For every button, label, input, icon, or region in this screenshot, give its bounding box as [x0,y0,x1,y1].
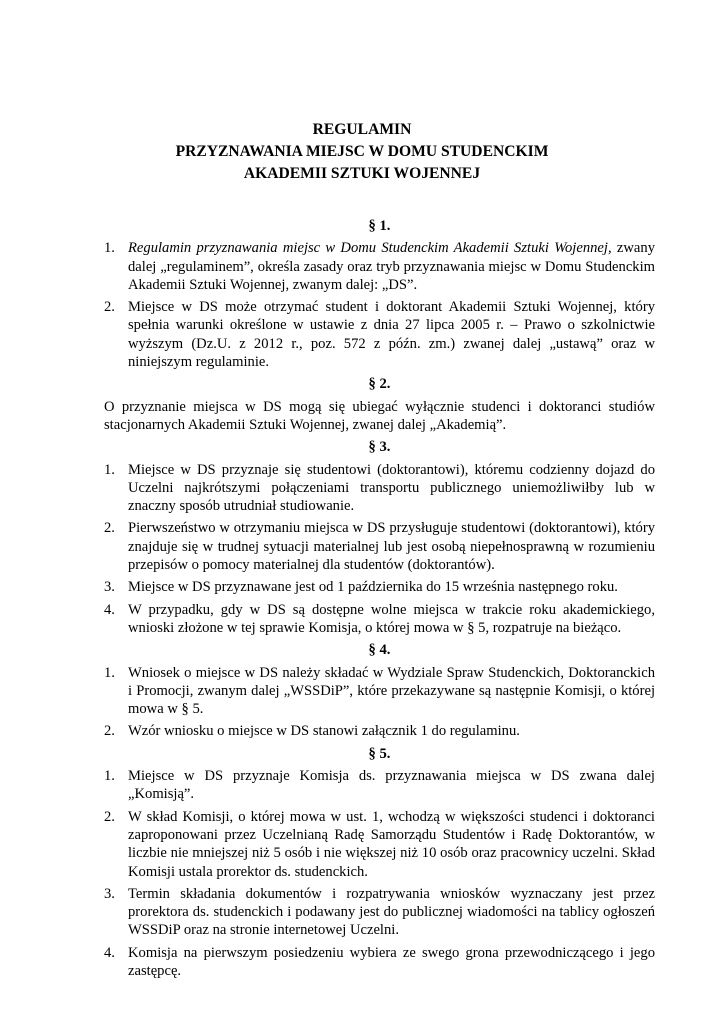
title-line-1: REGULAMIN [312,121,412,138]
item-text: Miejsce w DS przyznawane jest od 1 października do 15 września następnego roku. [128,579,618,596]
section-3-item-4 [104,601,655,638]
item-number: 4. [104,601,115,618]
item-text: Miejsce w DS przyznaje Komisja ds. przyznawania miejsca w DS zwana dalej „Komisją”. [128,768,655,803]
item-text-rest: zwany dalej „regulaminem”, określa zasady oraz tryb przyznawania miejsc w Domu Studenckim Akademii Sztuki Wojennej, zwanym dalej: „DS”. [128,240,655,293]
item-number: 1. [104,664,115,681]
item-text: Miejsce w DS może otrzymać student i doktorant Akademii Sztuki Wojennej, który spełnia warunki określone w ustawie z dnia 27 lipca 2005 r. – Prawo o szkolnictwie wyższym (Dz.U. z 2012 r., poz. 572 z późn. zm.) zwanej dalej „ustawą” oraz w niniejszym regulaminie. [128,299,655,371]
item-number: 2. [104,808,115,825]
document-body [104,217,655,984]
section-5-item-4 [104,944,655,981]
section-4-heading: § 4. [368,642,391,659]
regulation-title-italic: Regulamin przyznawania miejsc w Domu Studenckim Akademii Sztuki Wojennej, [128,240,612,257]
item-text: Wzór wniosku o miejsce w DS stanowi załącznik 1 do regulaminu. [128,723,520,740]
item-number: 2. [104,723,115,740]
item-number: 4. [104,944,115,961]
item-number: 1. [104,461,115,478]
item-number: 3. [104,885,115,902]
document-title [0,119,724,185]
item-text: W skład Komisji, o której mowa w ust. 1, wchodzą w większości studenci i doktoranci zaproponowani przez Uczelnianą Radę Samorządu Studentów i Radę Doktorantów, w liczbie nie mniejszej niż 5 osób i nie większej niż 10 osób oraz pracownicy uczelni. Skład Komisji ustala prorektor ds. studenckich. [128,808,655,880]
section-3-item-2 [104,519,655,574]
section-3-item-1 [104,461,655,516]
section-1-item-2 [104,298,655,371]
section-2-heading: § 2. [368,376,391,393]
item-text: Pierwszeństwo w otrzymaniu miejsca w DS przysługuje studentowi (doktorantowi), który znajduje się w trudnej sytuacji materialnej lub jest osobą niepełnosprawną w rozumieniu przepisów o pomocy materialnej dla studentów (doktorantów). [128,520,655,574]
item-text: W przypadku, gdy w DS są dostępne wolne miejsca w trakcie roku akademickiego, wnioski złożone w tej sprawie Komisja, o której mowa w § 5, rozpatruje na bieżąco. [128,601,655,636]
section-5-item-3 [104,885,655,940]
section-4-item-2 [104,722,655,740]
item-text: Wniosek o miejsce w DS należy składać w Wydziale Spraw Studenckich, Doktoranckich i Promocji, zwanym dalej „WSSDiP”, które przekazywane są następnie Komisji, o której mowa w § 5. [128,664,655,718]
section-2-paragraph: O przyznanie miejsca w DS mogą się ubiegać wyłącznie studenci i doktoranci studiów stacjonarnych Akademii Sztuki Wojennej, zwanej dalej „Akademią”. [104,398,655,433]
section-1-item-1 [104,239,655,294]
section-5-heading: § 5. [368,745,391,762]
section-3-item-3 [104,578,655,596]
item-number: 1. [104,768,115,785]
item-text: Miejsce w DS przyznaje się studentowi (doktorantowi), któremu codzienny dojazd do Uczelni najkrótszymi połączeniami transportu publicznego uniemożliwiłby lub w znaczny sposób utrudniał studiowanie. [128,461,655,515]
item-text: Komisja na pierwszym posiedzeniu wybiera ze swego grona przewodniczącego i jego zastępcę. [128,944,655,979]
section-3-heading: § 3. [368,439,391,456]
section-5-item-2 [104,808,655,881]
section-4-item-1 [104,664,655,719]
item-number: 2. [104,520,115,537]
item-number: 2. [104,299,115,316]
item-number: 3. [104,579,115,596]
section-1-heading: § 1. [368,218,391,234]
item-text: Termin składania dokumentów i rozpatrywania wniosków wyznaczany jest przez prorektora ds. studenckich i podawany jest do publicznej wiadomości na tablicy ogłoszeń WSSDiP oraz na stronie internetowej Uczelni. [128,885,655,939]
title-line-3: AKADEMII SZTUKI WOJENNEJ [243,165,481,182]
item-number: 1. [104,240,115,257]
title-line-2: PRZYZNAWANIA MIEJSC W DOMU STUDENCKIM [175,143,549,160]
item-text [128,239,655,294]
section-5-item-1 [104,767,655,804]
